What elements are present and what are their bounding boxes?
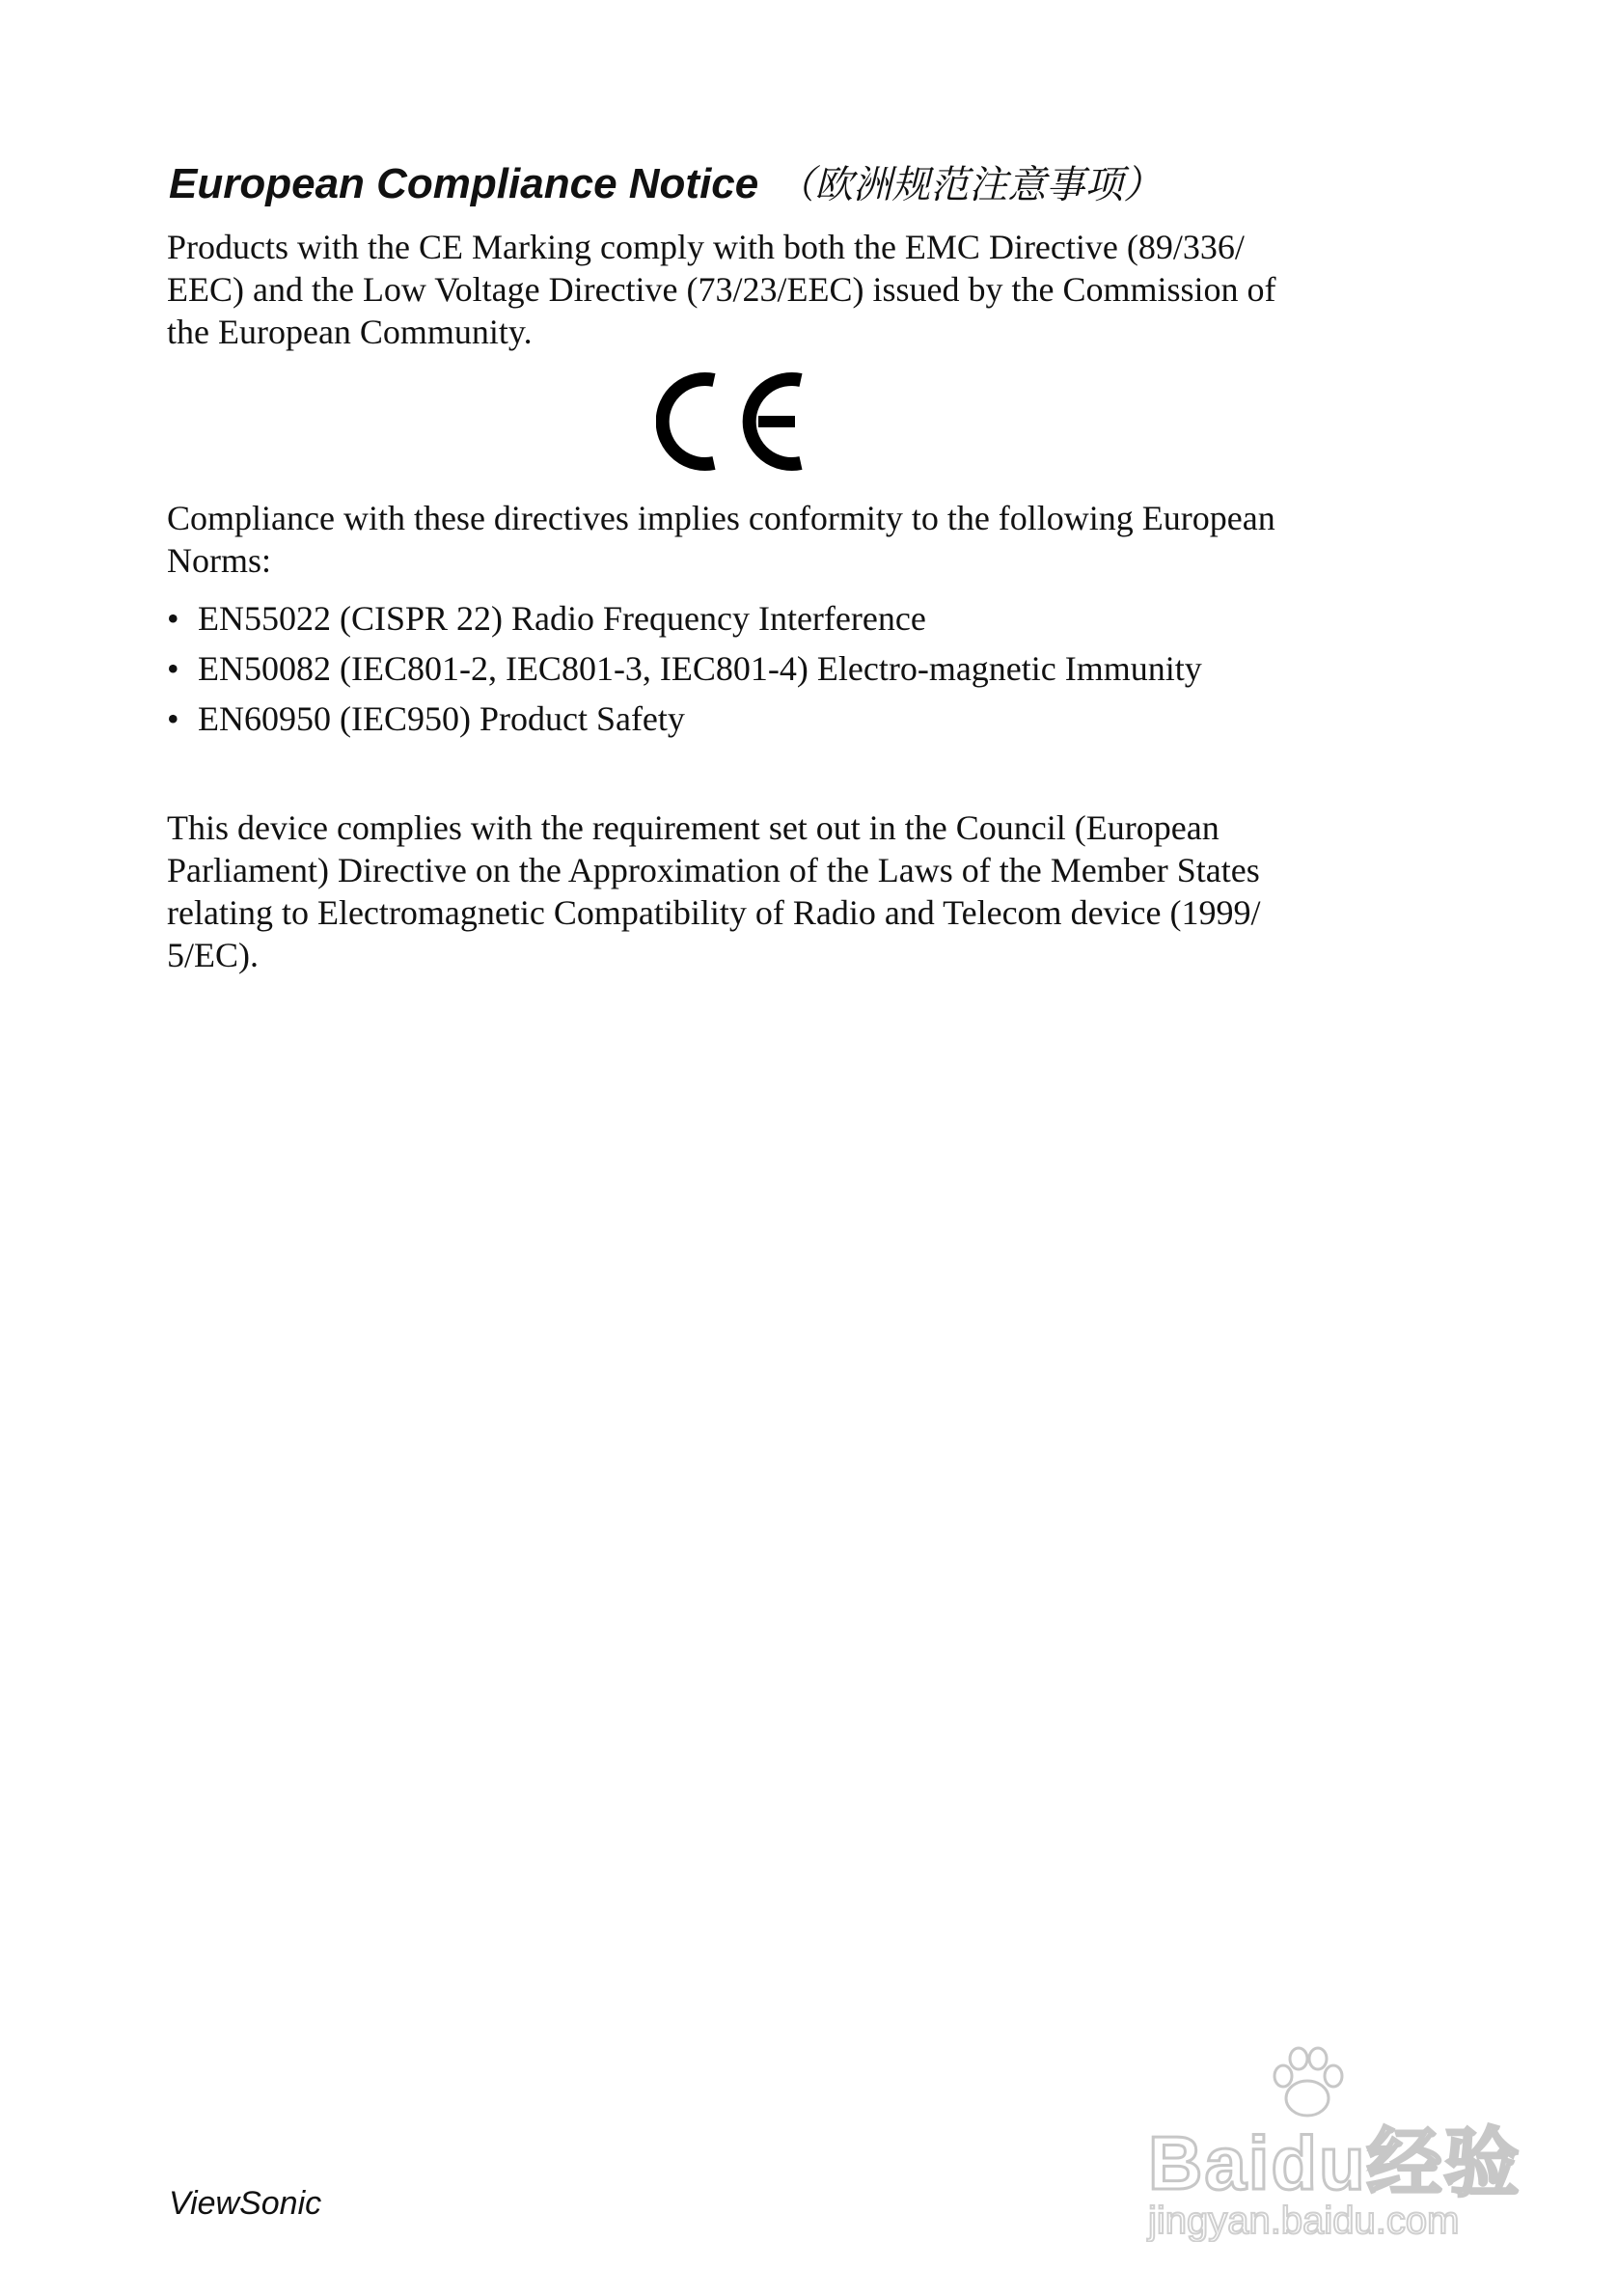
watermark-brand: Baidu经验: [1148, 2120, 1521, 2205]
directive-paragraph: [167, 806, 1460, 976]
norm-text: EN55022 (CISPR 22) Radio Frequency Interference: [198, 599, 926, 638]
notice-title-chinese: （欧洲规范注意事项）: [776, 164, 1163, 206]
intro-line: EEC) and the Low Voltage Directive (73/23/EEC) issued by the Commission of: [167, 270, 1276, 309]
intro-line: the European Community.: [167, 313, 533, 351]
notice-heading: [169, 154, 1162, 209]
ce-mark-icon: [656, 369, 810, 475]
norm-item: [167, 643, 1202, 694]
norm-item: [167, 694, 1202, 744]
bullet-icon: •: [167, 699, 179, 738]
intro-line: Products with the CE Marking comply with both the EMC Directive (89/336/: [167, 228, 1245, 266]
directive-line: Parliament) Directive on the Approximation of the Laws of the Member States: [167, 851, 1260, 889]
norms-list: [167, 593, 1202, 744]
norm-text: EN50082 (IEC801-2, IEC801-3, IEC801-4) Electro-magnetic Immunity: [198, 649, 1202, 688]
footer-brand: ViewSonic: [169, 2185, 322, 2222]
norms-intro-line: Compliance with these directives implies conformity to the following European: [167, 499, 1275, 537]
intro-paragraph: [167, 226, 1460, 353]
bullet-icon: •: [167, 649, 179, 688]
directive-line: relating to Electromagnetic Compatibility of Radio and Telecom device (1999/: [167, 893, 1261, 932]
norms-intro-paragraph: [167, 497, 1460, 582]
directive-line: This device complies with the requirement set out in the Council (European: [167, 808, 1220, 847]
norms-intro-line: Norms:: [167, 541, 271, 580]
bullet-icon: •: [167, 599, 179, 638]
directive-line: 5/EC).: [167, 936, 259, 974]
norm-item: [167, 593, 1202, 643]
baidu-watermark: [1138, 2045, 1544, 2257]
norm-text: EN60950 (IEC950) Product Safety: [198, 699, 685, 738]
notice-title: European Compliance Notice: [169, 160, 759, 207]
watermark-url: jingyan.baidu.com: [1148, 2200, 1460, 2242]
